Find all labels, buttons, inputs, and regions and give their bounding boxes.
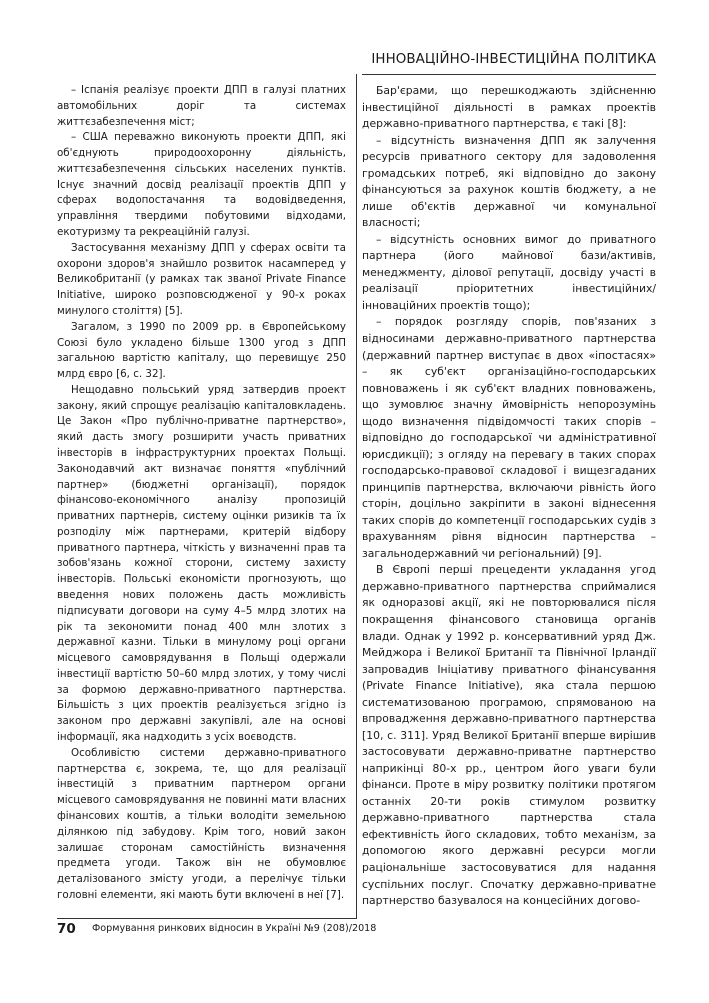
paragraph: – США переважно виконують проекти ДПП, які об'єднують природоохоронну діяльність, життєзабезпечення сільських населених пунктів. Існує значний досвід реалізації проектів ДПП у сферах водопостачання та водовідведення, управління твердими побутовими відходами, екотуризму та рекреаційній галузі. [57,131,346,239]
paragraph: Загалом, з 1990 по 2009 рр. в Європейському Союзі було укладено більше 1300 угод з ДПП загальною вартістю капіталу, що перевищує 250 млрд євро [6, с. 32]. [57,320,346,381]
left-column [57,83,346,904]
paragraph: – відсутність визначення ДПП як залучення ресурсів приватного сектору для задоволення громадських потреб, які відповідно до закону фінансуються за рахунок коштів бюджету, а не лише об'єктів державної чи комунальної власності; [362,133,656,230]
column-divider [356,74,357,919]
paragraph: Особливістю системи державно-приватного партнерства є, зокрема, те, що для реалізації інвестицій з приватним партнером органи місцевого самоврядування не повинні мати власних фінансових коштів, а тільки володіти земельною ділянкою під забудову. Крім того, новий закон залишає сторонам самостійність визначення предмета угоди. Також він не обумовлює деталізованого змісту угоди, а перелічує тільки головні елементи, які мають бути включені в неї [7]. [57,746,346,901]
paragraph: Нещодавно польський уряд затвердив проект закону, який спрощує реалізацію капіталовкладень. Це Закон «Про публічно-приватне партнерство», який дасть змогу розширити участь приватних інвесторів в інфраструктурних проектах Польщі. Законодавчий акт визначає поняття «публічний партнер» (бюджетні організації), порядок фінансово-економічного аналізу пропозицій приватних партнерів, систему оцінки ризиків та їх розподілу між партнерами, критерій відбору приватного партнера, чіткість у визначенні прав та зобов'язань кожної сторони, систему захисту інвесторів. Польські економісти прогнозують, що введення нових положень дасть можливість підписувати договори на суму 4–5 млрд злотих на рік та зекономити понад 400 млн злотих з державної казни. Тільки в минулому році органи місцевого самоврядування в Польщі одержали інвестиції вартістю 50–60 млрд злотих, у тому числі за формою державно-приватного партнерства. Більшість з цих проектів реалізується згідно із законом про державні закупівлі, але на основі інформації, яка надходить з усіх воєводств. [57,383,346,744]
paragraph: – порядок розгляду спорів, пов'язаних з відносинами державно-приватного партнерства (державний партнер виступає в двох «іпостасях» – як суб'єкт організаційно-господарських повноважень і як суб'єкт владних повноважень, що зумовлює значну ймовірність непорозумінь щодо визначення підвідомчості таких спорів – відповідно до господарської чи адміністративної юрисдикції); з огляду на перевагу в таких спорах господарсько-правової складової і вищезгаданих принципів партнерства, включаючи рівність його сторін, доцільно закріпити в законі віднесення таких спорів до компетенції господарських судів з врахуванням рівня відносин партнерства – загальнодержавний чи регіональний) [9]. [362,315,656,560]
paragraph: В Європі перші прецеденти укладання угод державно-приватного партнерства сприймалися як одноразові акції, які не повторювалися після покращення фінансового становища органів влади. Однак у 1992 р. консервативний уряд Дж. Мейджора і Великої Британії та Північної Ірландії запровадив Ініціативу приватного фінансування (Private Finance Initiative), яка стала першою систематизованою програмою, спрямованою на впровадження державно-приватного партнерства [10, с. 311]. Уряд Великої Британії вперше вирішив застосовувати державно-приватне партнерство наприкінці 80-х рр., центром його уваги були фінанси. Проте в міру розвитку політики протягом останніх 20-ти років стимулом розвитку державно-приватного партнерства стала ефективність його складових, тобто механізм, за допомогою якого державні ресурси могли раціональніше застосовуватися для надання суспільних послуг. Спочатку державно-приватне партнерство базувалося на концесійних догово- [362,563,656,908]
paragraph: – відсутність основних вимог до приватного партнера (його майнової бази/активів, менеджменту, ділової репутації, досвіду участі в реалізації пріоритетних інвестиційних/інноваційних проектів тощо); [362,232,656,312]
paragraph: – Іспанія реалізує проекти ДПП в галузі платних автомобільних доріг та системах життєзабезпечення міст; [57,84,346,128]
paragraph: Бар'єрами, що перешкоджають здійсненню інвестиційної діяльності в рамках проектів державно-приватного партнерства, є такі [8]: [362,84,656,131]
right-column [362,83,656,910]
journal-title: Формування ринкових відносин в Україні №9 (208)/2018 [92,923,377,934]
page-number: 70 [57,921,76,937]
footer-rule [57,918,357,919]
section-header: ІННОВАЦІЙНО-ІНВЕСТИЦІЙНА ПОЛІТИКА [371,52,656,67]
paragraph: Застосування механізму ДПП у сферах освіти та охорони здоров'я знайшло розвиток насамперед у Великобританії (у рамках так званої Private Finance Initiative, широко розповсюдженої у 90-х роках минулого століття) [5]. [57,241,346,317]
header-rule [362,74,656,75]
